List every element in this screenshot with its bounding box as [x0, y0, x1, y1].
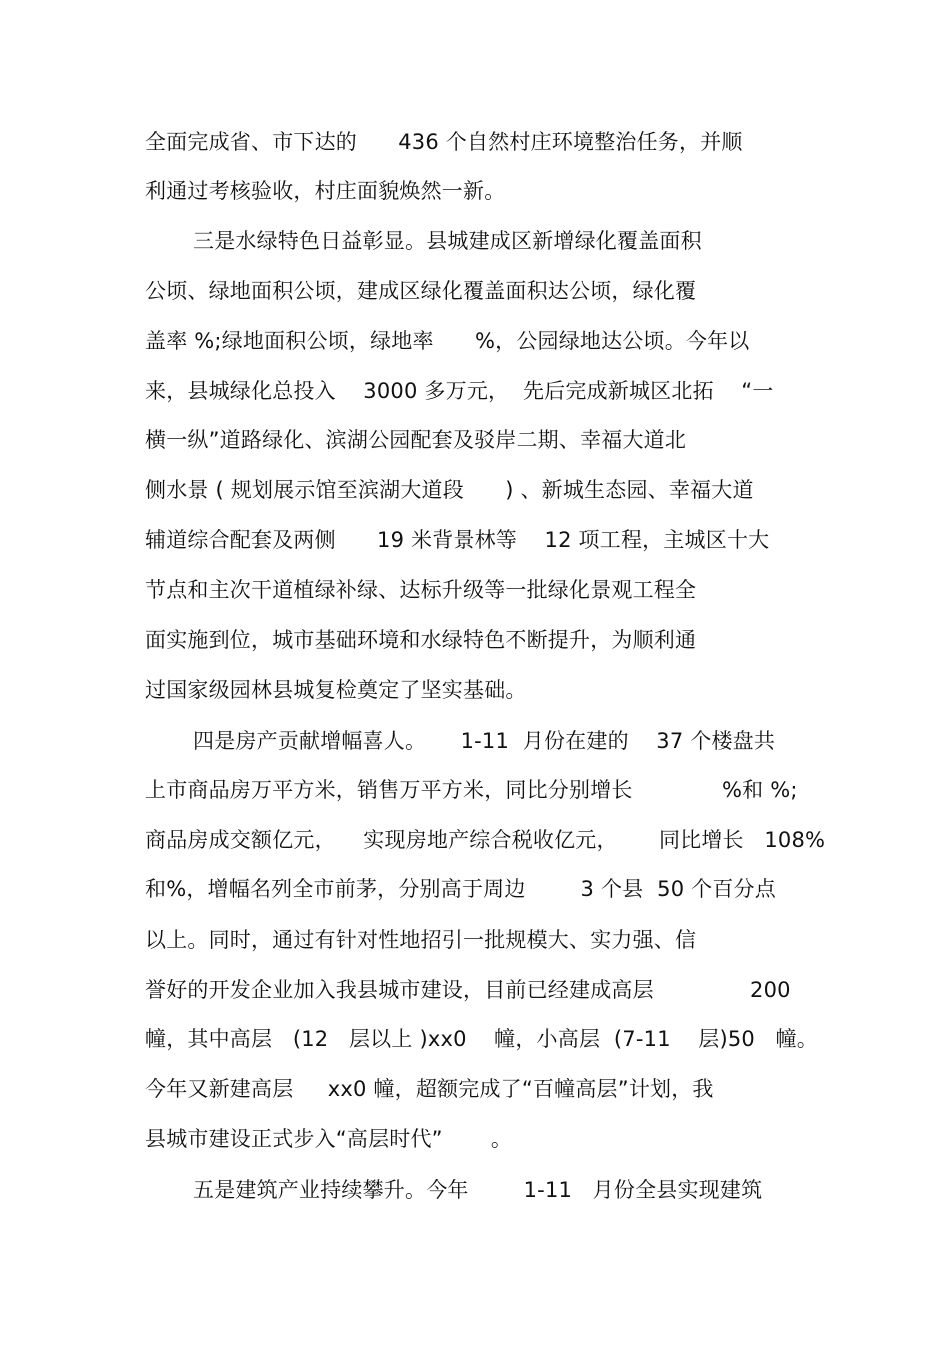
- text-line: 侧水景 ( 规划展示馆至滨湖大道段 ) 、新城生态园、幸福大道: [145, 478, 754, 502]
- paragraph-start-line: 三是水绿特色日益彰显。县城建成区新增绿化覆盖面积: [193, 229, 702, 253]
- text-line: 誉好的开发企业加入我县城市建设，目前已经建成高层 200: [145, 978, 791, 1002]
- paragraph-start-line: 五是建筑产业持续攀升。今年 1-11 月份全县实现建筑: [193, 1178, 763, 1202]
- text-line: 过国家级园林县城复检奠定了坚实基础。: [145, 678, 527, 702]
- text-line: 节点和主次干道植绿补绿、达标升级等一批绿化景观工程全: [145, 578, 697, 602]
- text-line: 面实施到位，城市基础环境和水绿特色不断提升，为顺利通: [145, 628, 697, 652]
- text-line: 和%，增幅名列全市前茅，分别高于周边 3 个县 50 个百分点: [145, 877, 776, 901]
- text-line: 县城市建设正式步入“高层时代” 。: [145, 1127, 513, 1151]
- text-line: 上市商品房万平方米，销售万平方米，同比分别增长 %和 %;: [145, 778, 798, 802]
- text-line: 公顷、绿地面积公顷，建成区绿化覆盖面积达公顷，绿化覆: [145, 279, 697, 303]
- text-line: 以上。同时，通过有针对性地招引一批规模大、实力强、信: [145, 928, 697, 952]
- text-line: 幢，其中高层 (12 层以上 )xx0 幢，小高层 (7-11 层)50 幢。: [145, 1027, 818, 1051]
- text-line: 商品房成交额亿元， 实现房地产综合税收亿元， 同比增长 108%: [145, 828, 826, 852]
- text-line: 横一纵”道路绿化、滨湖公园配套及驳岸二期、幸福大道北: [145, 428, 687, 452]
- text-line: 辅道综合配套及两侧 19 米背景林等 12 项工程，主城区十大: [145, 528, 770, 552]
- text-line: 全面完成省、市下达的 436 个自然村庄环境整治任务，并顺: [145, 130, 743, 154]
- text-line: 利通过考核验收，村庄面貌焕然一新。: [145, 179, 506, 203]
- text-line: 来，县城绿化总投入 3000 多万元， 先后完成新城区北拓 “一: [145, 379, 774, 403]
- text-line: 盖率 %;绿地面积公顷，绿地率 %，公园绿地达公顷。今年以: [145, 329, 750, 353]
- paragraph-start-line: 四是房产贡献增幅喜人。 1-11 月份在建的 37 个楼盘共: [193, 729, 776, 753]
- text-line: 今年又新建高层 xx0 幢，超额完成了“百幢高层”计划，我: [145, 1077, 714, 1101]
